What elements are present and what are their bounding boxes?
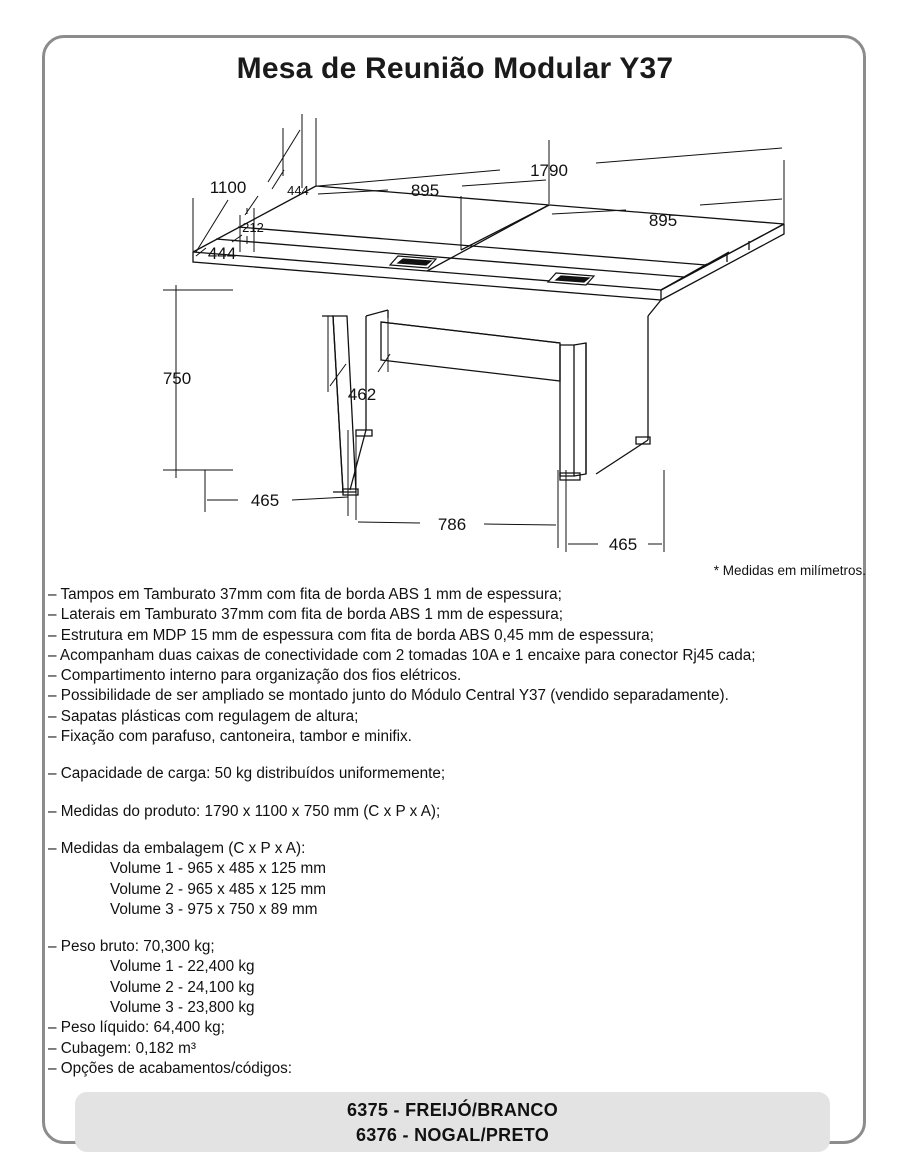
spec-cubage: – Cubagem: 0,182 m³ [48, 1039, 196, 1057]
dim-label-width-total: 1790 [530, 161, 568, 180]
spec-load-capacity: – Capacidade de carga: 50 kg distribuídos uniformemente; [48, 765, 446, 783]
packaging-volume: Volume 2 - 965 x 485 x 125 mm [110, 880, 326, 898]
dim-label-depth-total: 1100 [209, 178, 247, 197]
dim-label-panel-height: 462 [347, 385, 377, 404]
dim-label-depth-mid: 212 [242, 220, 264, 235]
dim-label-height-total: 750 [162, 369, 192, 388]
finish-codes-box [75, 1092, 830, 1152]
dim-label-depth-bottom: 444 [207, 244, 237, 263]
spec-packaging-header: – Medidas da embalagem (C x P x A): [48, 839, 306, 857]
spec-item: – Tampos em Tamburato 37mm com fita de borda ABS 1 mm de espessura; [48, 586, 562, 603]
spec-item: – Compartimento interno para organização dos fios elétricos. [48, 667, 462, 685]
gross-weight-volume: Volume 3 - 23,800 kg [110, 999, 255, 1017]
spec-item: – Acompanham duas caixas de conectividade com 2 tomadas 10A e 1 encaixe para conector Rj45 cada; [48, 646, 756, 664]
spec-net-weight: – Peso líquido: 64,400 kg; [48, 1019, 225, 1037]
dimension-lines [176, 130, 782, 544]
specifications-list [48, 585, 864, 1079]
spec-item: – Estrutura em MDP 15 mm de espessura com fita de borda ABS 0,45 mm de espessura; [48, 626, 654, 644]
tabletop-geometry [193, 186, 784, 300]
measurement-unit-note: * Medidas em milímetros. [713, 563, 866, 578]
dim-label-base-span: 786 [437, 515, 467, 534]
page-title: Mesa de Reunião Modular Y37 [236, 52, 674, 85]
finish-code-item: 6375 - FREIJÓ/BRANCO [346, 1100, 559, 1120]
spec-finish-header: – Opções de acabamentos/códigos: [48, 1059, 293, 1077]
finish-code-item: 6376 - NOGAL/PRETO [355, 1125, 550, 1145]
modesty-panel [381, 322, 560, 381]
dim-label-depth-top: 444 [287, 183, 309, 198]
dim-label-foot-left: 465 [250, 491, 280, 510]
dim-label-width-right: 895 [648, 211, 678, 230]
packaging-volume: Volume 3 - 975 x 750 x 89 mm [110, 900, 318, 918]
dim-label-width-left: 895 [410, 181, 440, 200]
gross-weight-volume: Volume 2 - 24,100 kg [110, 978, 255, 996]
right-leg-panel [560, 300, 661, 480]
connectivity-box-left [390, 256, 436, 268]
spec-item: – Possibilidade de ser ampliado se montado junto do Módulo Central Y37 (vendido separadamente). [48, 687, 729, 705]
connectivity-box-right [548, 273, 594, 285]
spec-item: – Fixação com parafuso, cantoneira, tambor e minifix. [48, 728, 412, 746]
spec-product-measures: – Medidas do produto: 1790 x 1100 x 750 mm (C x P x A); [48, 802, 441, 820]
packaging-volume: Volume 1 - 965 x 485 x 125 mm [110, 860, 326, 878]
spec-item: – Laterais em Tamburato 37mm com fita de borda ABS 1 mm de espessura; [48, 606, 563, 624]
spec-item: – Sapatas plásticas com regulagem de altura; [48, 707, 359, 725]
spec-gross-weight: – Peso bruto: 70,300 kg; [48, 938, 215, 956]
gross-weight-volume: Volume 1 - 22,400 kg [110, 958, 255, 976]
dim-label-foot-right: 465 [608, 535, 638, 554]
